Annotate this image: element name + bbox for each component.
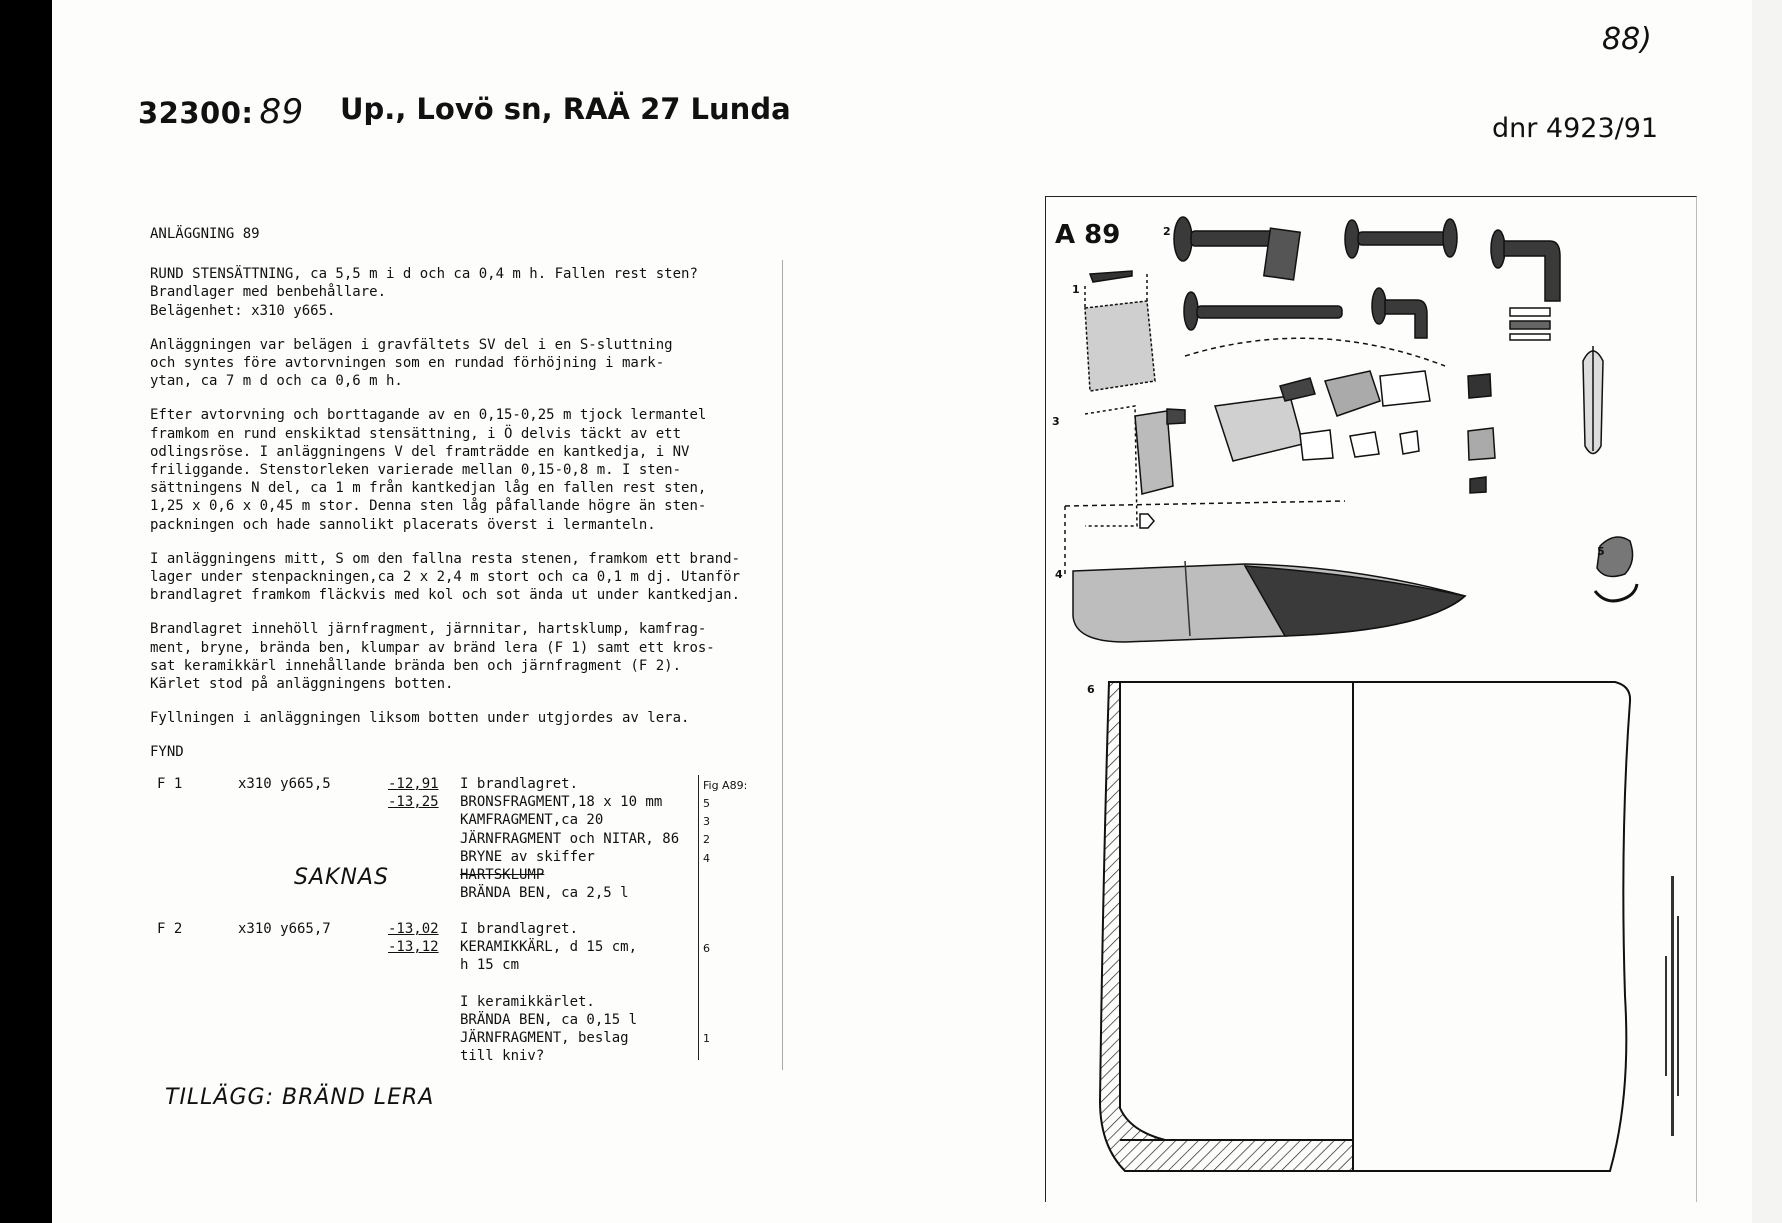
paragraph-2: Anläggningen var belägen i gravfältets SV del i en S-sluttning och syntes före avtorvningen som en rundad förhöjning i mark- ytan, ca 7 m d och ca 0,6 m h. [150,336,673,390]
page-edge [1752,0,1782,1223]
artifact-drawings [1045,196,1695,1201]
find-line [460,975,637,993]
paragraph-3: Efter avtorvning och borttagande av en 0,15-0,25 m tjock lermantel framkom en rund enskiktad stensättning, i Ö delvis täckt av ett odlingsröse. I anläggningens V del framträdde en kantkedja, i NV friliggande. Stenstorleken varierade mellan 0,15-0,8 m. I sten- sättningens N del, ca 1 m från kantkedjan låg en fallen rest sten, 1,25 x 0,6 x 0,45 m stor. Denna sten låg påfallande högre än sten- packningen och hade sannolikt placerats överst i lermanteln. [150,407,707,533]
find-line: till kniv? [460,1048,545,1065]
figure-column-divider [698,775,699,1060]
find-line: I brandlagret. [460,776,579,792]
catalog-id [138,92,304,132]
handwritten-addendum: TILLÄGG: BRÄND LERA [165,1085,435,1110]
find-line: JÄRNFRAGMENT, beslag [460,1030,629,1047]
whetstone-illustration [1065,501,1465,642]
find-f2-depth-top: -13,02 [388,921,439,937]
paragraph-4: I anläggningens mitt, S om den fallna resta stenen, framkom ett brand- lager under stenpackningen,ca 2 x 2,4 m stort och ca 0,1 m dj. Utanför brandlagret framkom fläckvis med kol och sot ända ut under kantkedjan. [150,550,741,604]
find-f1-description [460,775,679,902]
find-line: h 15 cm [460,957,520,974]
find-f1-coords: x310 y665,5 [238,776,331,792]
ceramic-vessel-illustration [1100,682,1695,1171]
drawing-label: A 89 [1055,220,1121,250]
fig-ref: 3 [703,815,710,829]
fig-ref: 5 [703,797,710,810]
f2-fig-ref-iron: 1 [703,1032,710,1045]
finds-heading: FYND [150,744,184,761]
paragraph-6: Fyllningen i anläggningen liksom botten under utgjordes av lera. [150,710,690,727]
find-f1-depth-top: -12,91 [388,776,439,792]
catalog-handwritten-number: 89 [259,92,304,132]
figure-column-header: Fig A89: [703,779,748,792]
find-f2-description [460,920,637,1065]
registration-number: dnr 4923/91 [1492,113,1659,144]
find-line: BRÄNDA BEN, ca 0,15 l [460,1011,638,1028]
find-f1-depth-bottom: -13,25 [388,794,439,810]
find-f1-id: F 1 [157,776,183,792]
panel-border [782,260,783,1070]
figure-number: 6 [1087,683,1095,696]
knife-mount-illustration [1085,271,1155,391]
fig-ref: 2 [703,833,710,847]
comb-fragments-illustration [1085,338,1603,528]
catalog-number: 32300: [138,96,254,130]
find-f2-depth-bottom: -13,12 [388,939,439,955]
find-line: I brandlagret. [460,921,579,937]
f2-fig-ref-vessel: 6 [703,942,710,955]
find-line: KERAMIKKÄRL, d 15 cm, [460,939,638,956]
site-location: Up., Lovö sn, RAÄ 27 Lunda [340,92,791,126]
figure-number: 3 [1052,415,1060,428]
figure-number: 2 [1163,225,1171,238]
find-line: KAMFRAGMENT,ca 20 [460,812,604,829]
find-line-struck: HARTSKLUMP [460,867,545,884]
figure-number: 1 [1072,283,1080,296]
find-f2-id: F 2 [157,921,183,937]
description-text [150,225,780,778]
fig-ref: 4 [703,851,710,865]
find-f2-coords: x310 y665,7 [238,921,331,937]
find-line: BRONSFRAGMENT,18 x 10 mm [460,794,663,811]
handwritten-missing-note: SAKNAS [294,865,389,890]
scan-noise [1665,876,1679,1136]
paragraph-1: RUND STENSÄTTNING, ca 5,5 m i d och ca 0,4 m h. Fallen rest sten? Brandlager med benbehållare. Belägenhet: x310 y665. [150,266,698,319]
handwritten-page-number: 88) [1602,22,1652,57]
find-line: I keramikkärlet. [460,993,595,1010]
iron-nails-illustration [1174,217,1560,340]
figure-number: 5 [1597,545,1605,558]
f1-figure-refs [703,795,710,868]
section-title: ANLÄGGNING 89 [150,226,260,242]
paragraph-5: Brandlagret innehöll järnfragment, järnnitar, hartsklump, kamfrag- ment, bryne, brända ben, klumpar av bränd lera (F 1) samt ett kros- sat keramikkärl innehållande brända ben och järnfragment (F 2). Kärlet stod på anläggningens botten. [150,621,715,693]
figure-number: 4 [1055,568,1063,581]
find-line: JÄRNFRAGMENT och NITAR, 86 [460,830,680,847]
find-line: BRÄNDA BEN, ca 2,5 l [460,885,629,902]
find-line: BRYNE av skiffer [460,848,595,865]
